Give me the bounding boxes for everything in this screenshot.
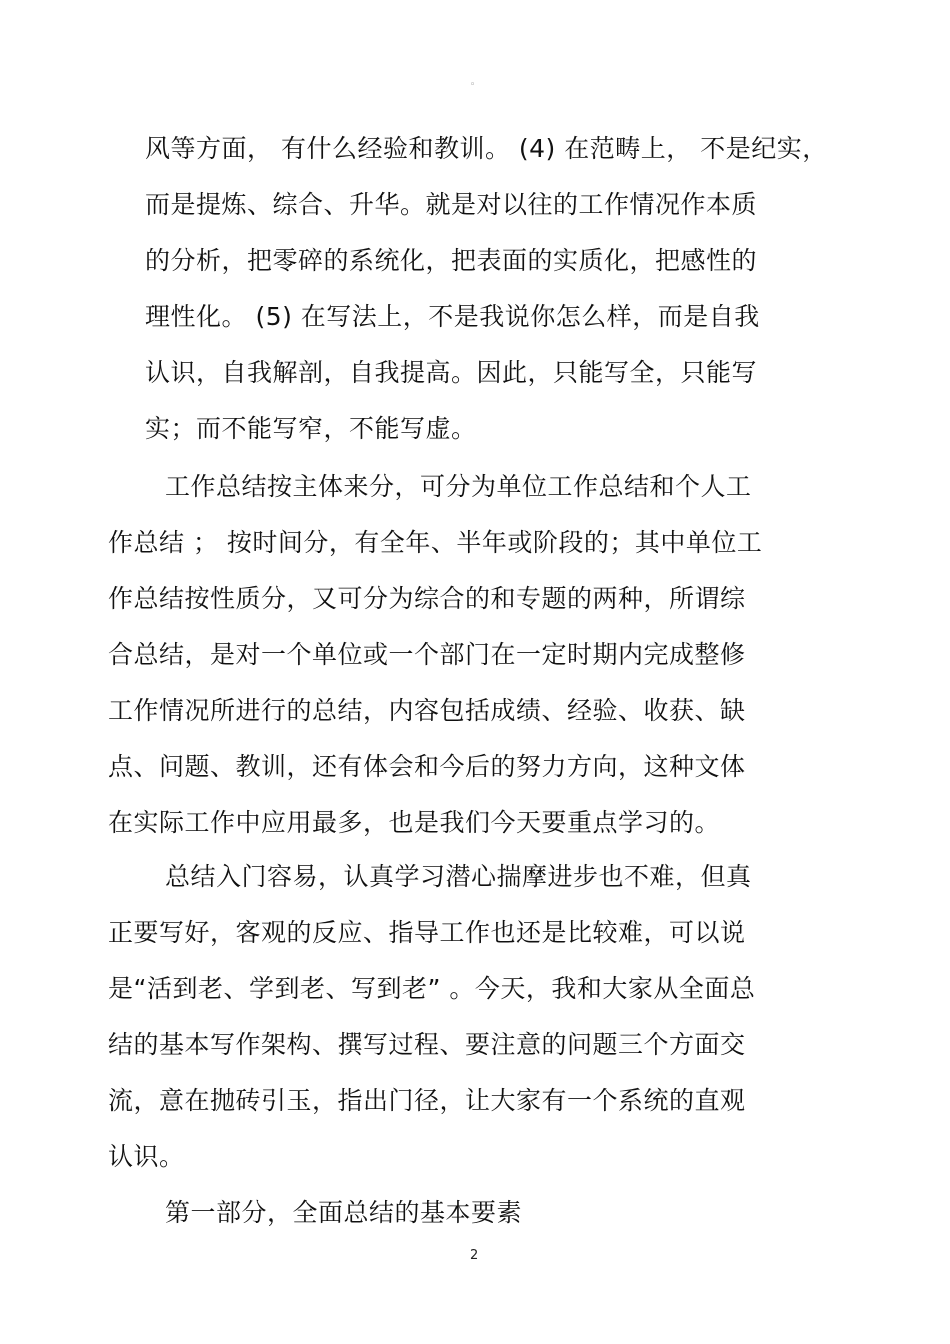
text-line: 实；而不能写窄，不能写虚。 xyxy=(145,414,477,443)
text-line: 理性化。 (5) 在写法上，不是我说你怎么样，而是自我 xyxy=(145,302,760,331)
text-line: 总结入门容易，认真学习潜心揣摩进步也不难，但真 xyxy=(165,862,752,891)
text-line: 工作情况所进行的总结，内容包括成绩、经验、收获、缺 xyxy=(108,696,746,725)
text-line: 作总结 ； 按时间分，有全年、半年或阶段的；其中单位工 xyxy=(108,528,763,557)
text-line: 而是提炼、综合、升华。就是对以往的工作情况作本质 xyxy=(145,190,758,219)
section-title: 第一部分，全面总结的基本要素 xyxy=(165,1198,523,1227)
text-line: 点、问题、教训，还有体会和今后的努力方向，这种文体 xyxy=(108,752,746,781)
text-line: 流，意在抛砖引玉，指出门径，让大家有一个系统的直观 xyxy=(108,1086,746,1115)
text-line: 在实际工作中应用最多，也是我们今天要重点学习的。 xyxy=(108,808,721,837)
text-line: 认识，自我解剖，自我提高。因此，只能写全，只能写 xyxy=(145,358,758,387)
text-line: 正要写好，客观的反应、指导工作也还是比较难，可以说 xyxy=(108,918,746,947)
text-line: 的分析，把零碎的系统化，把表面的实质化，把感性的 xyxy=(145,246,758,275)
text-line: 工作总结按主体来分，可分为单位工作总结和个人工 xyxy=(165,472,752,501)
text-line: 认识。 xyxy=(108,1142,185,1171)
page-number: 2 xyxy=(470,1248,479,1263)
text-line: 作总结按性质分，又可分为综合的和专题的两种，所谓综 xyxy=(108,584,746,613)
text-line: 结的基本写作架构、撰写过程、要注意的问题三个方面交 xyxy=(108,1030,746,1059)
text-line: 合总结，是对一个单位或一个部门在一定时期内完成整修 xyxy=(108,640,746,669)
text-line: 是“活到老、学到老、写到老” 。今天，我和大家从全面总 xyxy=(108,974,756,1003)
text-line: 风等方面， 有什么经验和教训。 (4) 在范畴上， 不是纪实， xyxy=(145,134,828,163)
header-mark: ◦ xyxy=(470,80,476,90)
